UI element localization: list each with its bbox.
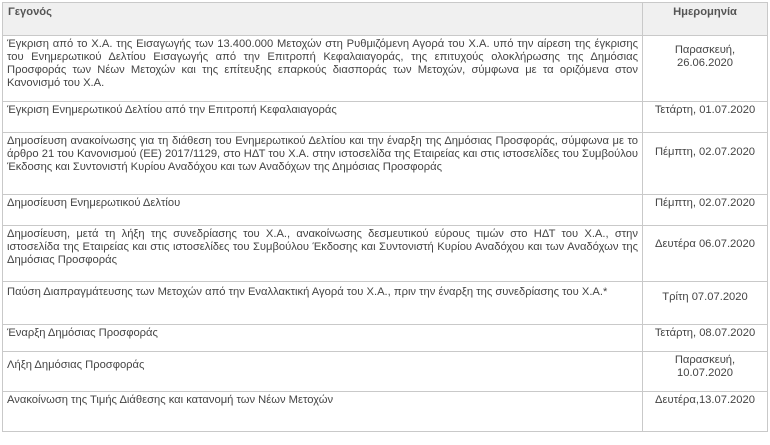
- table-row: [3, 392, 768, 432]
- date-cell: Τετάρτη, 08.07.2020: [643, 325, 768, 352]
- table-row: [3, 133, 768, 195]
- event-cell: Δημοσίευση Ενημερωτικού Δελτίου: [3, 195, 643, 226]
- event-cell: Δημοσίευση ανακοίνωσης για τη διάθεση του Ενημερωτικού Δελτίου και την έναρξη της Δημόσιας Προσφοράς, σύμφωνα με το άρθρο 21 του Κανονισμού (ΕΕ) 2017/1129, στο ΗΔΤ του Χ.Α. στην ιστοσελίδα της Εταιρείας και στις ιστοσελίδες του Συμβούλου Έκδοσης και Συντονιστή Κυρίου Αναδόχου και των Αναδόχων της Δημόσιας Προσφοράς: [3, 133, 643, 195]
- date-column-header: Ημερομηνία: [643, 3, 768, 36]
- event-cell: Ανακοίνωση της Τιμής Διάθεσης και κατανομή των Νέων Μετοχών: [3, 392, 643, 432]
- table-row: [3, 352, 768, 392]
- event-cell: Έγκριση Ενημερωτικού Δελτίου από την Επιτροπή Κεφαλαιαγοράς: [3, 102, 643, 133]
- date-cell: Παρασκευή, 26.06.2020: [643, 36, 768, 102]
- event-cell: Λήξη Δημόσιας Προσφοράς: [3, 352, 643, 392]
- event-cell: Παύση Διαπραγμάτευσης των Μετοχών από την Εναλλακτική Αγορά του Χ.Α., πριν την έναρξη της συνεδρίασης του Χ.Α.*: [3, 282, 643, 325]
- event-cell: Δημοσίευση, μετά τη λήξη της συνεδρίασης του Χ.Α., ανακοίνωσης δεσμευτικού εύρους τιμών στο ΗΔΤ του Χ.Α., στην ιστοσελίδα της Εταιρείας και στις ιστοσελίδες του Συμβούλου Έκδοσης και Συντονιστή Κυρίου Αναδόχου και των Αναδόχων της Δημόσιας Προσφοράς: [3, 226, 643, 282]
- date-cell: Πέμπτη, 02.07.2020: [643, 133, 768, 195]
- date-cell: Τρίτη 07.07.2020: [643, 282, 768, 325]
- event-cell: Έγκριση από το Χ.Α. της Εισαγωγής των 13.400.000 Μετοχών στη Ρυθμιζόμενη Αγορά του Χ.Α. υπό την αίρεση της έγκρισης του Ενημερωτικού Δελτίου Εισαγωγής από την Επιτροπή Κεφαλαιαγοράς, της επιτυχούς ολοκλήρωσης της Δημόσιας Προσφοράς των Νέων Μετοχών και της επίτευξης επαρκούς διασποράς των Μετοχών, σύμφωνα με τα οριζόμενα στον Κανονισμό του Χ.Α.: [3, 36, 643, 102]
- table-row: [3, 226, 768, 282]
- date-cell: Παρασκευή, 10.07.2020: [643, 352, 768, 392]
- date-cell: Δευτέρα 06.07.2020: [643, 226, 768, 282]
- date-cell: Πέμπτη, 02.07.2020: [643, 195, 768, 226]
- table-row: [3, 325, 768, 352]
- table-row: [3, 102, 768, 133]
- table-row: [3, 282, 768, 325]
- date-cell: Τετάρτη, 01.07.2020: [643, 102, 768, 133]
- date-cell: Δευτέρα,13.07.2020: [643, 392, 768, 432]
- schedule-table: [2, 2, 768, 432]
- table-row: [3, 195, 768, 226]
- event-column-header: Γεγονός: [3, 3, 643, 36]
- table-row: [3, 36, 768, 102]
- header-row: [3, 3, 768, 36]
- event-cell: Έναρξη Δημόσιας Προσφοράς: [3, 325, 643, 352]
